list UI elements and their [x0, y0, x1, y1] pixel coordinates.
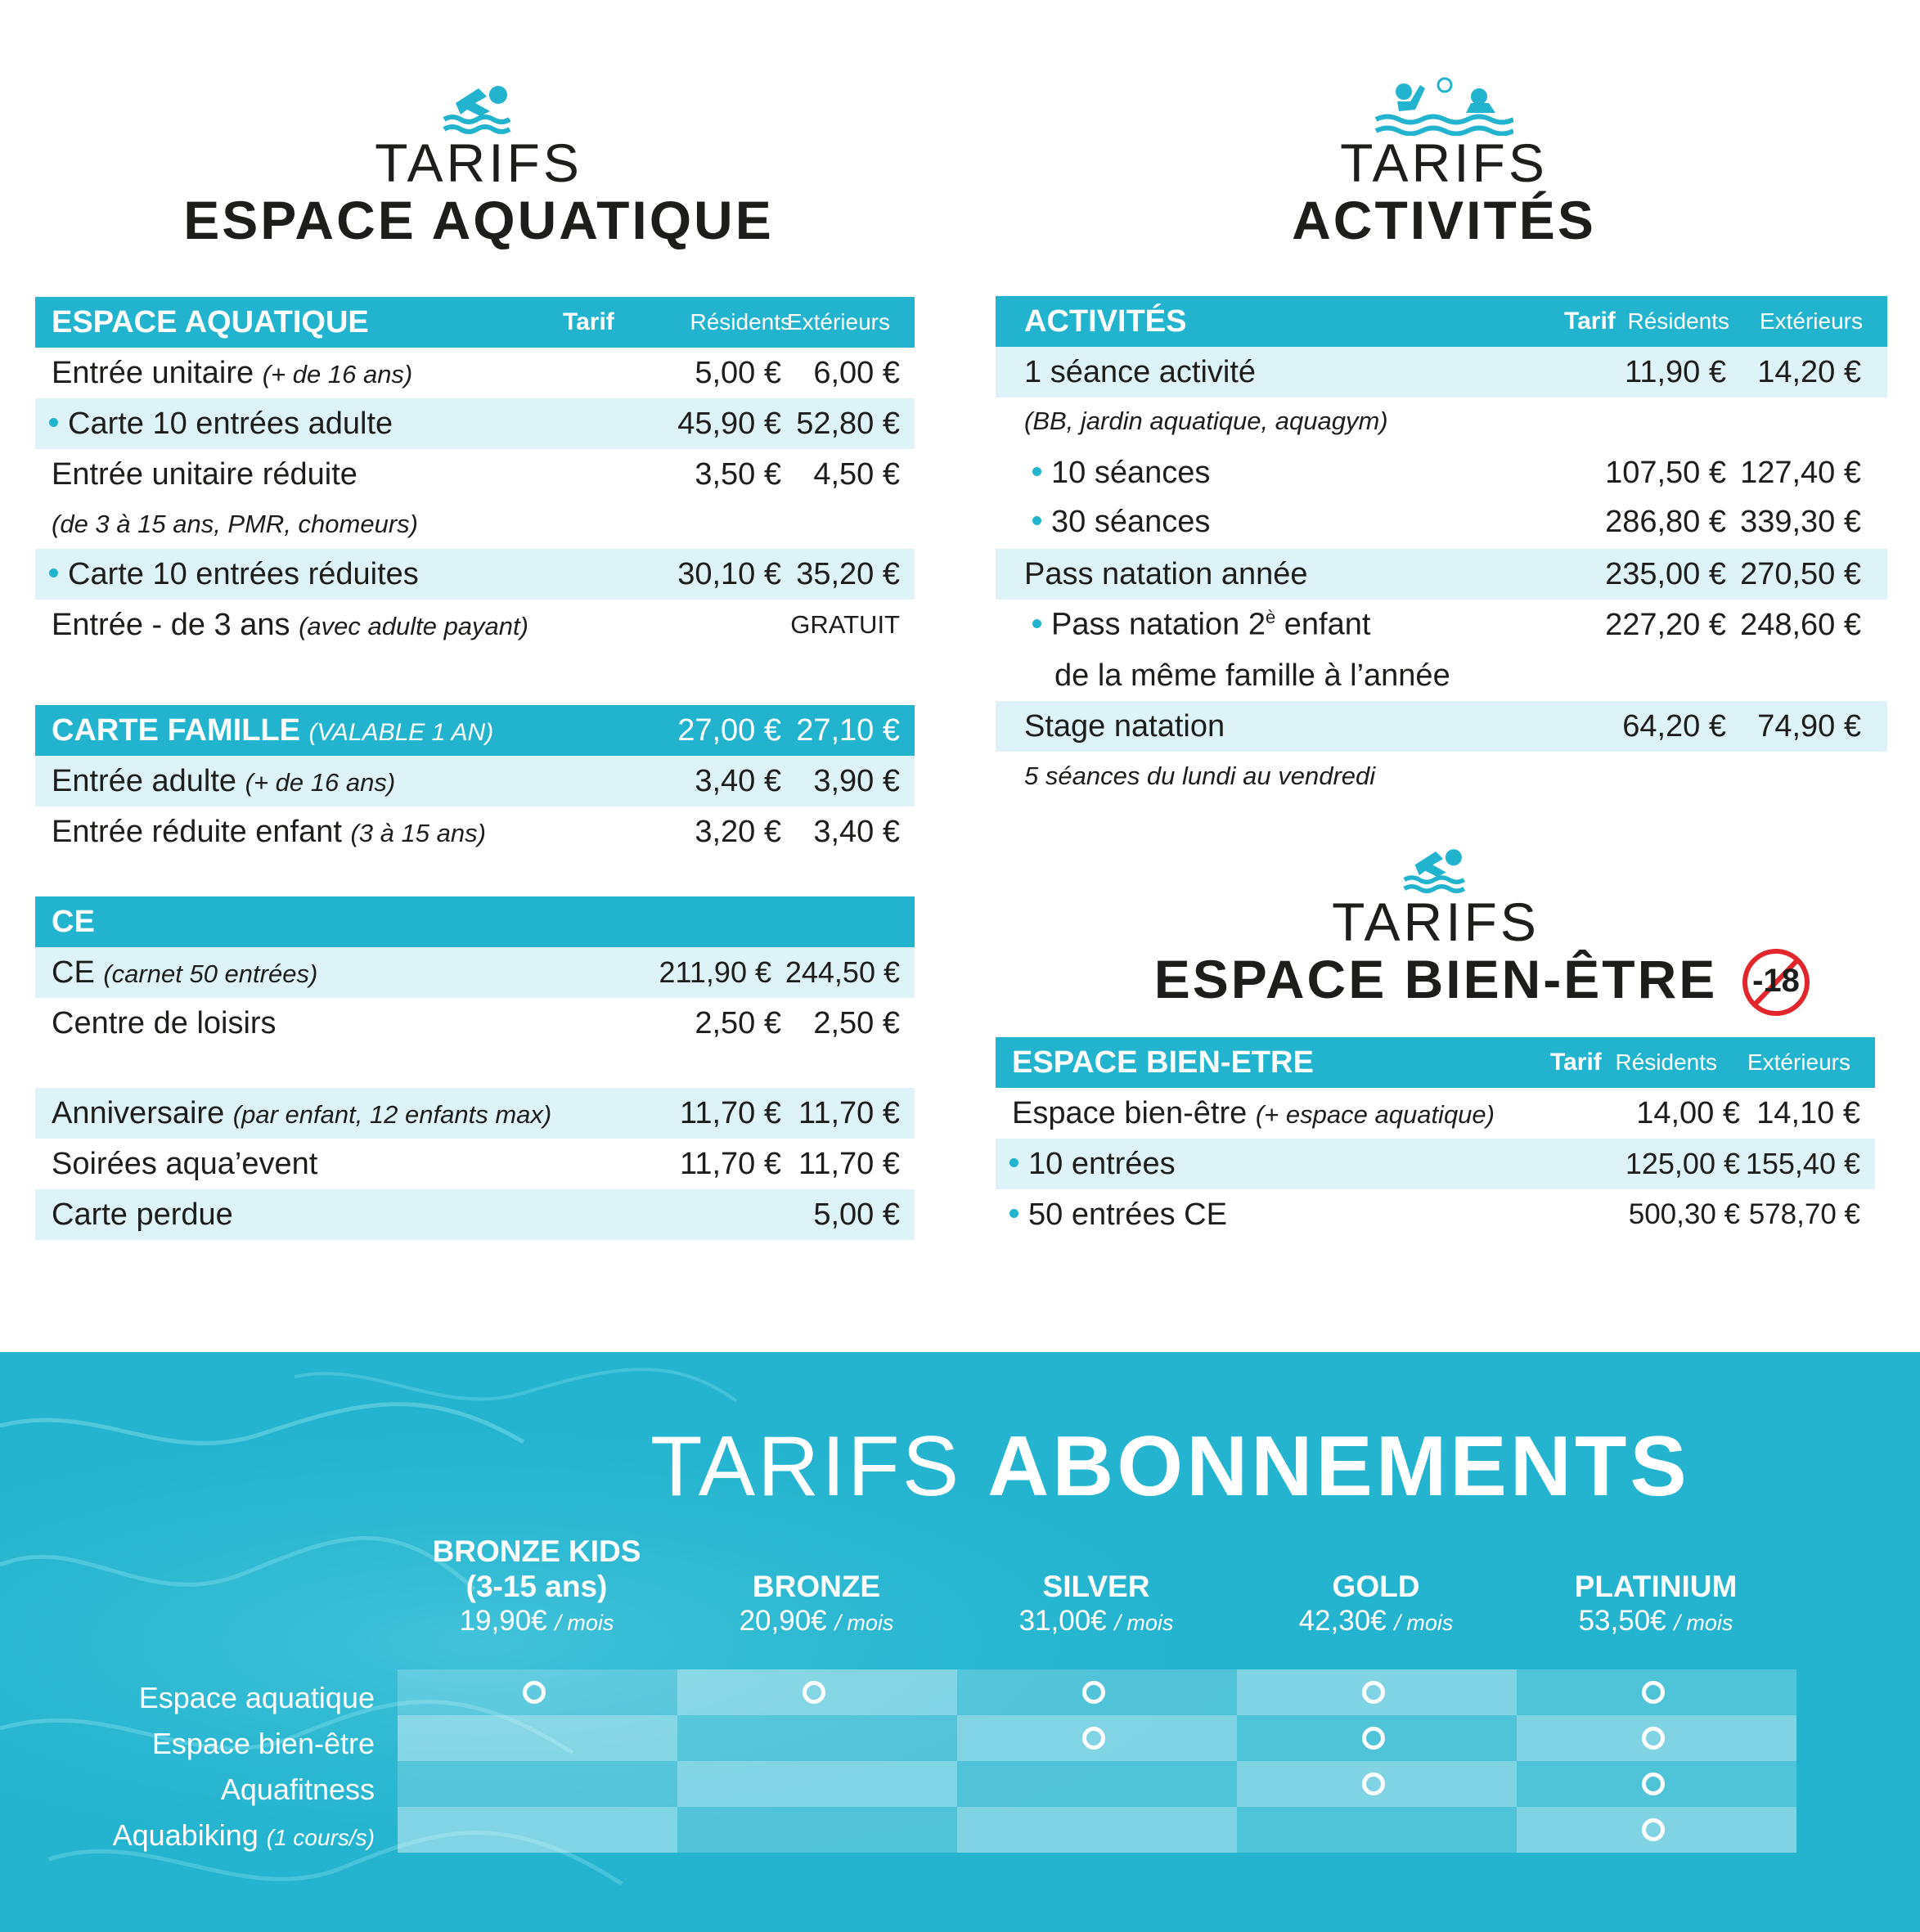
- plan-price: 20,90€: [739, 1605, 827, 1637]
- plan-unit: / mois: [1674, 1611, 1733, 1635]
- price-residents: 30,10 €: [677, 556, 781, 591]
- abonnements-title-light: TARIFS: [650, 1419, 962, 1514]
- price-residents: 11,70 €: [680, 1146, 781, 1181]
- price-exterieurs: 4,50 €: [813, 456, 900, 492]
- row-label: Pass natation 2: [1051, 607, 1266, 642]
- aquatique-table: [35, 297, 915, 650]
- bullet-icon: [1032, 516, 1041, 525]
- plan-name: BRONZE KIDS: [432, 1534, 641, 1568]
- bienetre-title-block: [1088, 842, 1783, 1009]
- bienetre-title-light: TARIFS: [1332, 892, 1540, 952]
- table-row: [35, 998, 915, 1049]
- bullet-icon: [1009, 1209, 1018, 1218]
- table-row: [996, 1189, 1875, 1240]
- row-note: (avec adulte payant): [299, 611, 528, 640]
- table-row-note: [996, 398, 1887, 445]
- feature-label-with-note: [113, 1818, 375, 1853]
- row-label: Entrée unitaire réduite: [52, 456, 357, 492]
- row-label: Entrée - de 3 ans: [52, 607, 290, 642]
- header-tarif: Tarif: [1550, 1049, 1602, 1076]
- row-label: Espace bien-être: [1012, 1095, 1248, 1130]
- header-label: ACTIVITÉS: [1024, 303, 1187, 339]
- price-exterieurs: 248,60 €: [1740, 607, 1861, 642]
- row-label: Entrée réduite enfant: [52, 814, 342, 849]
- swimmer-icon: [1400, 842, 1472, 893]
- header-label: ESPACE AQUATIQUE: [52, 304, 369, 339]
- price-exterieurs: 11,70 €: [798, 1095, 900, 1130]
- table-row: [996, 347, 1887, 398]
- price-residents: 11,90 €: [1625, 354, 1726, 389]
- plan-price: 53,50€: [1578, 1605, 1666, 1637]
- row-label-sup: è: [1265, 607, 1276, 628]
- table-row: [35, 1139, 915, 1189]
- price-exterieurs: 3,40 €: [813, 814, 900, 849]
- price-exterieurs: 270,50 €: [1740, 556, 1861, 591]
- price-residents: 5,00 €: [695, 355, 781, 390]
- plan-feature-cell: [1517, 1761, 1796, 1807]
- header-note: (VALABLE 1 AN): [308, 718, 494, 746]
- included-circle-icon: [1642, 1818, 1665, 1841]
- row-note: (+ de 16 ans): [262, 359, 413, 389]
- price-gratuit: GRATUIT: [790, 610, 900, 639]
- aquatique-title-bold: ESPACE AQUATIQUE: [183, 190, 774, 250]
- activites-table-header: [996, 296, 1887, 347]
- plan-feature-cell: [677, 1715, 957, 1761]
- price-residents: 3,40 €: [695, 763, 781, 798]
- other-table: [35, 1088, 915, 1240]
- plan-feature-cell: [398, 1715, 677, 1761]
- price-residents: 107,50 €: [1605, 455, 1726, 490]
- table-row: [35, 398, 915, 449]
- plan-bronze-kids: [398, 1534, 676, 1640]
- aquatique-title-block: [123, 79, 834, 250]
- price-exterieurs: 3,90 €: [813, 763, 900, 798]
- activites-table: [996, 296, 1887, 801]
- row-label: 10 entrées: [1028, 1146, 1176, 1181]
- plan-name-sub: (3-15 ans): [465, 1570, 608, 1603]
- header-label: CE: [52, 904, 95, 939]
- bullet-icon: [49, 568, 58, 577]
- included-circle-icon: [1082, 1727, 1105, 1750]
- row-note: (+ de 16 ans): [245, 767, 396, 797]
- under-18-badge: [1741, 947, 1811, 1018]
- feature-label: Espace bien-être: [151, 1727, 375, 1760]
- row-note: (de 3 à 15 ans, PMR, chomeurs): [52, 510, 418, 538]
- price-exterieurs: 52,80 €: [796, 406, 900, 441]
- included-circle-icon: [523, 1681, 546, 1704]
- included-circle-icon: [1642, 1727, 1665, 1750]
- price-residents: 227,20 €: [1605, 607, 1726, 642]
- table-row: [35, 348, 915, 398]
- price-residents: 235,00 €: [1605, 556, 1726, 591]
- table-row: [35, 1189, 915, 1240]
- price-exterieurs: 244,50 €: [785, 955, 900, 989]
- price-exterieurs: 578,70 €: [1748, 1198, 1860, 1230]
- plan-price: 42,30€: [1298, 1605, 1387, 1637]
- header-residents: Résidents: [1627, 308, 1729, 334]
- header-exterieurs: Extérieurs: [1759, 308, 1863, 334]
- price-residents: 286,80 €: [1605, 504, 1726, 539]
- ce-table: [35, 896, 915, 1049]
- plan-price: 31,00€: [1018, 1605, 1107, 1637]
- table-row: [35, 756, 915, 806]
- plan-unit: / mois: [834, 1611, 894, 1635]
- plan-feature-cell: [398, 1761, 677, 1807]
- activites-title-block: [1088, 77, 1800, 250]
- row-label: Centre de loisirs: [52, 1005, 277, 1040]
- plan-feature-cell: [398, 1669, 677, 1715]
- bienetre-title-bold: ESPACE BIEN-ÊTRE: [1153, 949, 1718, 1009]
- price-exterieurs: 74,90 €: [1757, 708, 1861, 744]
- table-row: [35, 549, 915, 600]
- table-row: [996, 549, 1887, 600]
- plan-name: SILVER: [1042, 1570, 1150, 1603]
- price-exterieurs: 14,10 €: [1756, 1095, 1860, 1130]
- plan-feature-cell: [1237, 1715, 1517, 1761]
- plan-feature-cell: [1517, 1669, 1796, 1715]
- famille-table-header: [35, 705, 915, 756]
- row-label: Pass natation année: [1024, 556, 1308, 591]
- table-row: [35, 600, 915, 650]
- price-residents: 3,50 €: [695, 456, 781, 492]
- swimmer-icon: [439, 79, 518, 134]
- price-exterieurs: 2,50 €: [813, 1005, 900, 1040]
- row-label: Carte perdue: [52, 1197, 233, 1232]
- plan-feature-cell: [1237, 1669, 1517, 1715]
- price-exterieurs: 14,20 €: [1757, 354, 1861, 389]
- price-exterieurs: 339,30 €: [1740, 504, 1861, 539]
- row-note: (par enfant, 12 enfants max): [232, 1099, 552, 1129]
- table-row: [35, 806, 915, 857]
- badge-label: -18: [1752, 963, 1800, 999]
- header-residents: Résidents: [690, 309, 792, 335]
- header-exterieurs: Extérieurs: [786, 309, 890, 335]
- table-row: [996, 1139, 1875, 1189]
- row-note: (+ espace aquatique): [1255, 1099, 1495, 1129]
- plan-feature-cell: [957, 1669, 1237, 1715]
- included-circle-icon: [1642, 1772, 1665, 1795]
- price-residents: 125,00 €: [1625, 1147, 1740, 1180]
- plan-feature-cell: [957, 1761, 1237, 1807]
- aquatique-table-header: [35, 297, 915, 348]
- row-label: Anniversaire: [52, 1095, 225, 1130]
- plan-feature-cell: [398, 1807, 677, 1853]
- row-label: Entrée adulte: [52, 763, 237, 798]
- row-label: Soirées aqua’event: [52, 1146, 318, 1181]
- header-exterieurs: Extérieurs: [1747, 1049, 1850, 1075]
- table-row: [35, 1088, 915, 1139]
- table-row: [996, 448, 1887, 497]
- plan-feature-cell: [1237, 1761, 1517, 1807]
- feature-label: Aquabiking: [112, 1818, 259, 1852]
- table-row: [35, 449, 915, 500]
- abonnements-title: [650, 1419, 1690, 1514]
- row-label: Entrée unitaire: [52, 355, 254, 390]
- header-residents: Résidents: [1615, 1049, 1717, 1075]
- activites-title-bold: ACTIVITÉS: [1292, 190, 1596, 250]
- price-residents: 2,50 €: [695, 1005, 781, 1040]
- row-label-end: enfant: [1275, 607, 1371, 642]
- plan-unit: / mois: [1114, 1611, 1174, 1635]
- row-label: de la même famille à l’année: [1054, 658, 1450, 693]
- row-label: Carte 10 entrées adulte: [68, 406, 393, 441]
- price-residents: 14,00 €: [1636, 1095, 1740, 1130]
- table-row: [996, 497, 1887, 546]
- row-note: (3 à 15 ans): [350, 818, 486, 847]
- plan-feature-cell: [1517, 1715, 1796, 1761]
- header-label: ESPACE BIEN-ETRE: [1012, 1045, 1314, 1080]
- row-label: CE: [52, 955, 95, 990]
- price-exterieurs: 35,20 €: [796, 556, 900, 591]
- plan-unit: / mois: [1394, 1611, 1454, 1635]
- table-row: [996, 600, 1887, 650]
- table-row: [35, 947, 915, 998]
- table-row-note: [996, 752, 1887, 801]
- table-row: [996, 650, 1887, 701]
- plan-bronze: [677, 1569, 956, 1640]
- plan-unit: / mois: [555, 1611, 614, 1635]
- price-residents: 45,90 €: [677, 406, 781, 441]
- header-label: CARTE FAMILLE: [52, 712, 300, 748]
- plan-feature-cell: [677, 1761, 957, 1807]
- plan-gold: [1237, 1569, 1515, 1640]
- row-note: (carnet 50 entrées): [103, 959, 318, 988]
- feature-label: Aquafitness: [220, 1772, 375, 1806]
- row-label: Stage natation: [1024, 708, 1225, 744]
- abonnements-section: [0, 1352, 1920, 1932]
- price-exterieurs: 155,40 €: [1745, 1147, 1860, 1180]
- price-exterieurs: 127,40 €: [1740, 455, 1861, 490]
- water-polo-icon: [1374, 77, 1513, 136]
- bienetre-table: [996, 1037, 1875, 1240]
- included-circle-icon: [1362, 1727, 1385, 1750]
- plan-feature-cell: [677, 1807, 957, 1853]
- activites-title-light: TARIFS: [1340, 133, 1548, 193]
- bullet-icon: [1032, 619, 1041, 628]
- included-circle-icon: [1642, 1681, 1665, 1704]
- included-circle-icon: [1362, 1772, 1385, 1795]
- plan-feature-cell: [957, 1715, 1237, 1761]
- price-residents: 211,90 €: [659, 955, 771, 989]
- abonnements-title-bold: ABONNEMENTS: [987, 1419, 1690, 1514]
- famille-table: [35, 705, 915, 857]
- plan-name: GOLD: [1332, 1570, 1420, 1603]
- price-exterieurs: 11,70 €: [798, 1146, 900, 1181]
- plan-feature-cell: [1237, 1807, 1517, 1853]
- plan-silver: [957, 1569, 1235, 1640]
- table-row-note: [35, 500, 915, 549]
- plan-name: PLATINIUM: [1574, 1570, 1738, 1603]
- table-row: [996, 1088, 1875, 1139]
- plan-name: BRONZE: [752, 1570, 881, 1603]
- price-residents: 500,30 €: [1628, 1198, 1740, 1230]
- feature-label: Espace aquatique: [138, 1681, 375, 1714]
- table-row: [996, 701, 1887, 752]
- plan-price: 19,90€: [459, 1605, 547, 1637]
- header-tarif: Tarif: [1564, 308, 1616, 335]
- included-circle-icon: [1362, 1681, 1385, 1704]
- price-exterieurs: 27,10 €: [796, 712, 900, 748]
- plan-feature-cell: [1517, 1807, 1796, 1853]
- price-exterieurs: 5,00 €: [813, 1197, 900, 1232]
- row-label: 10 séances: [1051, 455, 1211, 490]
- price-residents: 27,00 €: [677, 712, 781, 748]
- price-residents: 64,20 €: [1622, 708, 1726, 744]
- row-label: 50 entrées CE: [1028, 1197, 1227, 1232]
- header-tarif: Tarif: [563, 308, 614, 335]
- feature-note: (1 cours/s): [266, 1825, 375, 1850]
- plan-platinium: [1517, 1569, 1795, 1640]
- included-circle-icon: [803, 1681, 825, 1704]
- bullet-icon: [49, 418, 58, 427]
- row-note: (BB, jardin aquatique, aquagym): [1024, 407, 1388, 435]
- row-label: 1 séance activité: [1024, 354, 1257, 389]
- row-label: Carte 10 entrées réduites: [68, 556, 419, 591]
- row-label: 30 séances: [1051, 504, 1211, 539]
- bienetre-table-header: [996, 1037, 1875, 1088]
- abonnements-grid: [398, 1669, 1798, 1853]
- row-note: 5 séances du lundi au vendredi: [1024, 762, 1376, 790]
- bullet-icon: [1009, 1158, 1018, 1167]
- ce-table-header: [35, 896, 915, 947]
- included-circle-icon: [1082, 1681, 1105, 1704]
- plan-feature-cell: [677, 1669, 957, 1715]
- price-residents: 11,70 €: [680, 1095, 781, 1130]
- plan-feature-cell: [957, 1807, 1237, 1853]
- aquatique-title-light: TARIFS: [375, 133, 582, 193]
- bullet-icon: [1032, 467, 1041, 476]
- price-residents: 3,20 €: [695, 814, 781, 849]
- price-exterieurs: 6,00 €: [813, 355, 900, 390]
